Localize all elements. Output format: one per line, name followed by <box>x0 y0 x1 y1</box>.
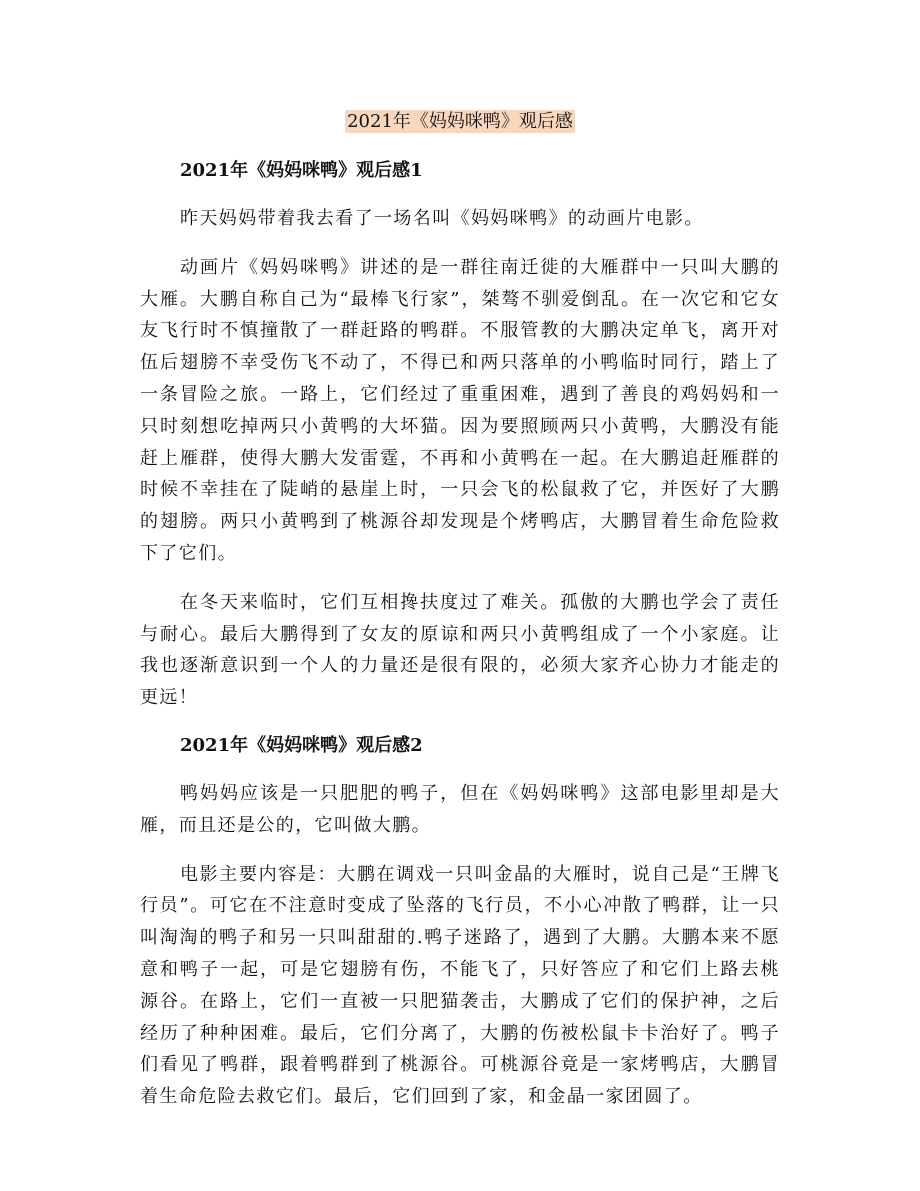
paragraph: 动画片《妈妈咪鸭》讲述的是一群往南迁徙的大雁群中一只叫大鹏的大雁。大鹏自称自己为“最棒飞行家”，桀骜不驯爱倒乱。在一次它和它女友飞行时不慎撞散了一群赶路的鸭群。不服管教的大鹏决定单飞，离开对伍后翅膀不幸受伤飞不动了，不得已和两只落单的小鸭临时同行，踏上了一条冒险之旅。一路上，它们经过了重重困难，遇到了善良的鸡妈妈和一只时刻想吃掉两只小黄鸭的大坏猫。因为要照顾两只小黄鸭，大鹏没有能赶上雁群，使得大鹏大发雷霆，不再和小黄鸭在一起。在大鹏追赶雁群的时候不幸挂在了陡峭的悬崖上时，一只会飞的松鼠救了它，并医好了大鹏的翅膀。两只小黄鸭到了桃源谷却发现是个烤鸭店，大鹏冒着生命危险救下了它们。 <box>140 256 780 564</box>
document-title-text: 2021年《妈妈咪鸭》观后感 <box>347 111 573 132</box>
section-1 <box>140 156 780 731</box>
paragraph: 电影主要内容是：大鹏在调戏一只叫金晶的大雁时，说自己是“王牌飞行员”。可它在不注意时变成了坠落的飞行员，不小心冲散了鸭群，让一只叫淘淘的鸭子和另一只叫甜甜的.鸭子迷路了，遇到了大鹏。大鹏本来不愿意和鸭子一起，可是它翅膀有伤，不能飞了，只好答应了和它们上路去桃源谷。在路上，它们一直被一只肥猫袭击，大鹏成了它们的保护神，之后经历了种种困难。最后，它们分离了，大鹏的伤被松鼠卡卡治好了。鸭子们看见了鸭群，跟着鸭群到了桃源谷。可桃源谷竟是一家烤鸭店，大鹏冒着生命危险去救它们。最后，它们回到了家，和金晶一家团圆了。 <box>140 863 780 1108</box>
document-body <box>140 156 780 1113</box>
paragraph: 在冬天来临时，它们互相搀扶度过了难关。孤傲的大鹏也学会了责任与耐心。最后大鹏得到了女友的原谅和两只小黄鸭组成了一个小家庭。让我也逐渐意识到一个人的力量还是很有限的，必须大家齐心协力才能走的更远！ <box>140 591 780 709</box>
paragraph: 昨天妈妈带着我去看了一场名叫《妈妈咪鸭》的动画片电影。 <box>180 208 704 229</box>
paragraph: 鸭妈妈应该是一只肥肥的鸭子，但在《妈妈咪鸭》这部电影里却是大雁，而且还是公的，它叫做大鹏。 <box>140 782 780 836</box>
section-2 <box>140 731 780 1113</box>
section-heading: 2021年《妈妈咪鸭》观后感2 <box>180 734 423 756</box>
document-title <box>0 107 920 137</box>
section-heading: 2021年《妈妈咪鸭》观后感1 <box>180 160 423 181</box>
